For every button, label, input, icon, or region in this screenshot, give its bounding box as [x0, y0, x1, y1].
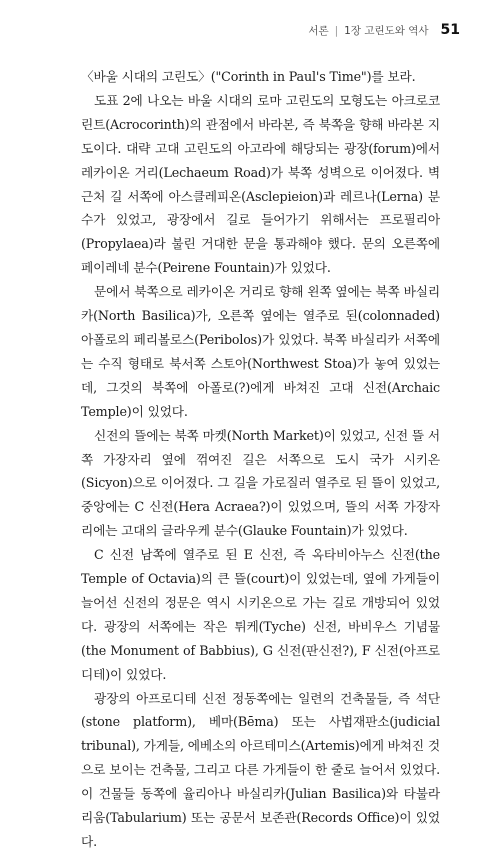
paragraph-4: 신전의 뜰에는 북쪽 마켓(North Market)이 있었고, 신전 뜰 서쪽 가장자리 옆에 꺾여진 길은 서쪽으로 도시 국가 시키온(Sicyon)으로 이어졌다. 그 길을 가로질러 열주로 된 뜰이 있었고, 중앙에는 C 신전(Hera Acraea?)이 있었으며, 뜰의 서쪽 가장자리에는 고대의 글라우케 분수(Glauke Fountain)가 있었다.	[81, 427, 440, 539]
paragraph-2: 도표 2에 나오는 바울 시대의 로마 고린도의 모형도는 아크로코린트(Acrocorinth)의 관점에서 바라본, 즉 북쪽을 향해 바라본 지도이다. 대략 고대 고린도의 아고라에 해당되는 광장(forum)에서 레카이온 거리(Lechaeum Road)가 북쪽 성벽으로 이어졌다. 벽 근처 길 서쪽에 아스클레피온(Asclepieion)과 레르나(Lerna) 분수가 있었고, 광장에서 길로 들어가기 위해서는 프로필리아(Propylaea)라 불린 거대한 문을 통과해야 했다. 문의 오른쪽에 페이레네 분수(Peirene Fountain)가 있었다.	[81, 92, 440, 276]
header-separator: |	[334, 25, 339, 37]
page-number: 51	[440, 22, 460, 38]
paragraph-1: 〈바울 시대의 고린도〉("Corinth in Paul's Time")를 보라.	[81, 69, 416, 84]
paragraph-6: 광장의 아프로디테 신전 정동쪽에는 일련의 건축물들, 즉 석단(stone platform), 베마(Bēma) 또는 사법재판소(judicial tribunal), 가게들, 에베소의 아르테미스(Artemis)에게 바쳐진 것으로 보이는 건축물, 그리고 다른 가게들이 한 줄로 늘어서 있었다. 이 건물들 동쪽에 율리아나 바실리카(Julian Basilica)와 타불라리움(Tabularium) 또는 공문서 보존관(Records Office)이 있었다.	[81, 690, 440, 849]
header-chapter: 1장 고린도와 역사	[344, 25, 429, 37]
running-header	[308, 22, 460, 38]
paragraph-3: 문에서 북쪽으로 레카이온 거리로 향해 왼쪽 옆에는 북쪽 바실리카(North Basilica)가, 오른쪽 옆에는 열주로 된(colonnaded) 아폴로의 페리볼로스(Peribolos)가 있었다. 북쪽 바실리카 서쪽에는 수직 형태로 북서쪽 스토아(Northwest Stoa)가 놓여 있었는데, 그것의 북쪽에 아폴로(?)에게 바쳐진 고대 신전(Archaic Temple)이 있었다.	[81, 284, 440, 419]
header-section: 서론	[308, 25, 329, 37]
body-text	[81, 65, 440, 854]
paragraph-5: C 신전 남쪽에 열주로 된 E 신전, 즉 옥타비아누스 신전(the Temple of Octavia)의 큰 뜰(court)이 있었는데, 옆에 가게들이 늘어선 신전의 정문은 역시 시키온으로 가는 길로 개방되어 있었다. 광장의 서쪽에는 작은 튀케(Tyche) 신전, 바비우스 기념물(the Monument of Babbius), G 신전(판신전?), F 신전(아프로디테)이 있었다.	[81, 547, 440, 682]
